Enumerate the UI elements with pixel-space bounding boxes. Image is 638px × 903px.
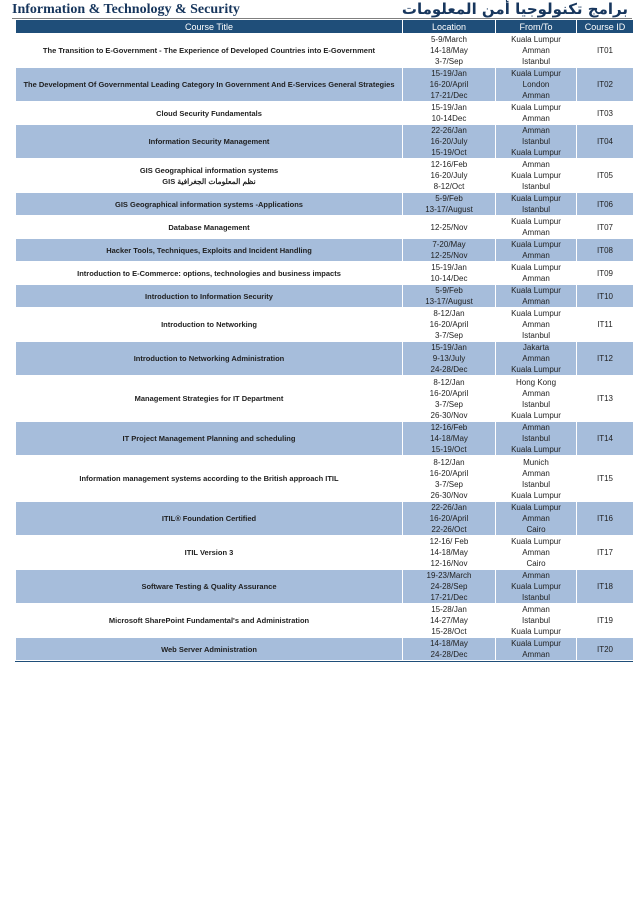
table-row [16, 308, 634, 342]
courses-table [15, 19, 634, 661]
course-locations-cell: Kuala Lumpur Amman [496, 239, 577, 262]
course-id-cell: IT03 [577, 102, 634, 125]
table-row [16, 536, 634, 570]
course-id-cell: IT10 [577, 285, 634, 308]
course-locations-cell: Kuala Lumpur Istanbul [496, 193, 577, 216]
column-header-from-to: From/To [496, 20, 577, 34]
course-dates-cell: 15-19/Jan 10-14/Dec [403, 262, 496, 285]
course-title-cell: ITIL® Foundation Certified [16, 502, 403, 536]
course-dates-cell: 22-26/Jan 16-20/April 22-26/Oct [403, 502, 496, 536]
page-title: Information & Technology & Security [12, 2, 240, 17]
course-title-cell: Database Management [16, 216, 403, 239]
course-title-cell: GIS Geographical information systems -Applications [16, 193, 403, 216]
course-dates-cell: 8-12/Jan 16-20/April 3-7/Sep [403, 308, 496, 342]
course-title-cell: Management Strategies for IT Department [16, 376, 403, 422]
course-id-cell: IT04 [577, 125, 634, 159]
course-locations-cell: Hong Kong Amman Istanbul Kuala Lumpur [496, 376, 577, 422]
course-locations-cell: Amman Istanbul Kuala Lumpur [496, 125, 577, 159]
course-title-cell: Introduction to E-Commerce: options, technologies and business impacts [16, 262, 403, 285]
course-locations-cell: Kuala Lumpur Amman Istanbul [496, 34, 577, 68]
course-id-cell: IT18 [577, 570, 634, 604]
course-title-cell: The Transition to E-Government - The Experience of Developed Countries into E-Government [16, 34, 403, 68]
course-id-cell: IT02 [577, 68, 634, 102]
course-id-cell: IT19 [577, 604, 634, 638]
table-row [16, 68, 634, 102]
course-title-cell: Information management systems according to the British approach ITIL [16, 456, 403, 502]
table-header-row [16, 20, 634, 34]
table-row [16, 285, 634, 308]
course-dates-cell: 15-19/Jan 16-20/April 17-21/Dec [403, 68, 496, 102]
course-id-cell: IT13 [577, 376, 634, 422]
course-id-cell: IT07 [577, 216, 634, 239]
course-dates-cell: 5-9/Feb 13-17/August [403, 193, 496, 216]
course-id-cell: IT16 [577, 502, 634, 536]
table-row [16, 342, 634, 376]
course-dates-cell: 12-16/Feb 16-20/July 8-12/Oct [403, 159, 496, 193]
course-locations-cell: Kuala Lumpur Amman Cairo [496, 536, 577, 570]
course-dates-cell: 15-19/Jan 10-14Dec [403, 102, 496, 125]
table-row [16, 34, 634, 68]
table-bottom-border [15, 661, 633, 662]
course-id-cell: IT01 [577, 34, 634, 68]
table-row [16, 456, 634, 502]
course-id-cell: IT17 [577, 536, 634, 570]
course-dates-cell: 12-16/ Feb 14-18/May 12-16/Nov [403, 536, 496, 570]
table-row [16, 216, 634, 239]
course-id-cell: IT06 [577, 193, 634, 216]
course-title-cell: The Development Of Governmental Leading Category In Government And E-Services General Strategies [16, 68, 403, 102]
course-id-cell: IT14 [577, 422, 634, 456]
table-body [16, 34, 634, 661]
course-dates-cell: 15-28/Jan 14-27/May 15-28/Oct [403, 604, 496, 638]
table-row [16, 604, 634, 638]
course-locations-cell: Kuala Lumpur London Amman [496, 68, 577, 102]
course-title-cell: Software Testing & Quality Assurance [16, 570, 403, 604]
course-dates-cell: 22-26/Jan 16-20/July 15-19/Oct [403, 125, 496, 159]
course-locations-cell: Kuala Lumpur Amman [496, 102, 577, 125]
table-row [16, 159, 634, 193]
course-dates-cell: 7-20/May 12-25/Nov [403, 239, 496, 262]
course-locations-cell: Kuala Lumpur Amman [496, 262, 577, 285]
column-header-location: Location [403, 20, 496, 34]
course-title-cell: Microsoft SharePoint Fundamental's and Administration [16, 604, 403, 638]
page-title-arabic: برامج تكنولوجيا أمن المعلومات [401, 0, 628, 18]
column-header-course-title: Course Title [16, 20, 403, 34]
course-title-cell: Introduction to Networking [16, 308, 403, 342]
course-locations-cell: Amman Kuala Lumpur Istanbul [496, 159, 577, 193]
course-locations-cell: Jakarta Amman Kuala Lumpur [496, 342, 577, 376]
course-locations-cell: Amman Istanbul Kuala Lumpur [496, 422, 577, 456]
table-row [16, 502, 634, 536]
course-title-cell: Hacker Tools, Techniques, Exploits and Incident Handling [16, 239, 403, 262]
course-dates-cell: 8-12/Jan 16-20/April 3-7/Sep 26-30/Nov [403, 376, 496, 422]
course-locations-cell: Kuala Lumpur Amman Istanbul [496, 308, 577, 342]
course-locations-cell: Kuala Lumpur Amman [496, 216, 577, 239]
course-id-cell: IT15 [577, 456, 634, 502]
course-dates-cell: 8-12/Jan 16-20/April 3-7/Sep 26-30/Nov [403, 456, 496, 502]
table-row [16, 570, 634, 604]
table-row [16, 422, 634, 456]
table-row [16, 239, 634, 262]
course-title-cell: Introduction to Networking Administration [16, 342, 403, 376]
course-title-cell: IT Project Management Planning and scheduling [16, 422, 403, 456]
course-id-cell: IT11 [577, 308, 634, 342]
course-title-cell: GIS Geographical information systems GIS نظم المعلومات الجغرافية [16, 159, 403, 193]
table-row [16, 376, 634, 422]
course-dates-cell: 12-25/Nov [403, 216, 496, 239]
course-dates-cell: 19-23/March 24-28/Sep 17-21/Dec [403, 570, 496, 604]
course-locations-cell: Munich Amman Istanbul Kuala Lumpur [496, 456, 577, 502]
course-dates-cell: 12-16/Feb 14-18/May 15-19/Oct [403, 422, 496, 456]
course-id-cell: IT05 [577, 159, 634, 193]
course-locations-cell: Kuala Lumpur Amman [496, 285, 577, 308]
course-title-cell: Information Security Management [16, 125, 403, 159]
course-dates-cell: 5-9/March 14-18/May 3-7/Sep [403, 34, 496, 68]
table-row [16, 638, 634, 661]
course-dates-cell: 5-9/Feb 13-17/August [403, 285, 496, 308]
course-dates-cell: 14-18/May 24-28/Dec [403, 638, 496, 661]
table-row [16, 193, 634, 216]
course-locations-cell: Kuala Lumpur Amman Cairo [496, 502, 577, 536]
column-header-course-id: Course ID [577, 20, 634, 34]
table-row [16, 125, 634, 159]
course-title-cell: Introduction to Information Security [16, 285, 403, 308]
course-dates-cell: 15-19/Jan 9-13/July 24-28/Dec [403, 342, 496, 376]
course-id-cell: IT20 [577, 638, 634, 661]
course-locations-cell: Amman Istanbul Kuala Lumpur [496, 604, 577, 638]
course-id-cell: IT08 [577, 239, 634, 262]
course-locations-cell: Amman Kuala Lumpur Istanbul [496, 570, 577, 604]
course-id-cell: IT12 [577, 342, 634, 376]
course-locations-cell: Kuala Lumpur Amman [496, 638, 577, 661]
table-row [16, 102, 634, 125]
course-title-cell: ITIL Version 3 [16, 536, 403, 570]
table-row [16, 262, 634, 285]
course-id-cell: IT09 [577, 262, 634, 285]
course-title-cell: Cloud Security Fundamentals [16, 102, 403, 125]
course-title-cell: Web Server Administration [16, 638, 403, 661]
